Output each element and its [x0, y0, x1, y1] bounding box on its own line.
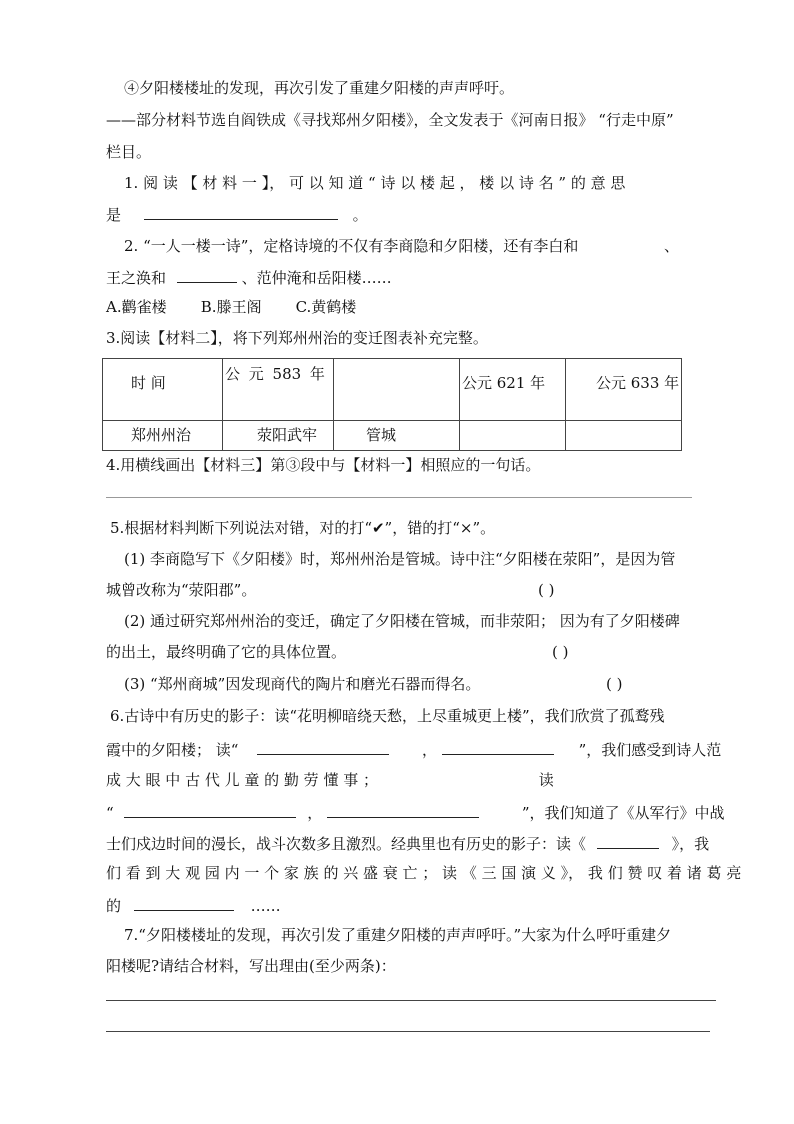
- table-cell: 公元 621 年: [460, 359, 566, 421]
- q1-answer-line: [106, 203, 368, 225]
- q6-line7: [106, 894, 281, 916]
- table-cell-blank[interactable]: [334, 359, 460, 421]
- q2-line2-a: 王之涣和: [106, 269, 167, 287]
- q6-line7-b: ……: [250, 897, 281, 915]
- q6-line4: [106, 801, 724, 823]
- q6-line2-b: ，: [422, 741, 438, 759]
- q6-line1: 6.古诗中有历史的影子：读“花明柳暗绕天愁，上尽重城更上楼”，我们欣赏了孤鹜残: [110, 707, 665, 725]
- q2-option-c[interactable]: C.黄鹤楼: [295, 298, 357, 316]
- q2-option-a[interactable]: A.鹳雀楼: [106, 298, 167, 316]
- q7-answer-line-1[interactable]: [106, 1000, 716, 1001]
- q5-item3-answer-paren[interactable]: ( ): [606, 675, 623, 693]
- q1-prefix: 是: [106, 206, 122, 224]
- q7-line2: 阳楼呢?请结合材料，写出理由(至少两条)：: [106, 957, 396, 975]
- passage-paragraph-4: ④夕阳楼楼址的发现，再次引发了重建夕阳楼的声声呼吁。: [124, 79, 515, 97]
- q6-line2-a: 霞中的夕阳楼； 读“: [106, 741, 239, 759]
- q3-text: 3.阅读【材料二】，将下列郑州州治的变迁图表补充完整。: [106, 329, 488, 347]
- q6-blank5[interactable]: [597, 832, 659, 849]
- q6-blank4[interactable]: [327, 801, 479, 818]
- q2-line1: [124, 235, 679, 256]
- table-row-seat: [103, 421, 682, 451]
- q5-item2-line1: (2) 通过研究郑州州治的变迁，确定了夕阳楼在管城，而非荥阳； 因为有了夕阳楼碑: [124, 612, 680, 630]
- zhengzhou-seat-table: [102, 358, 682, 451]
- table-cell: 郑州州治: [103, 421, 223, 451]
- q6-line5: [106, 832, 709, 854]
- q1-blank[interactable]: [144, 203, 338, 220]
- q5-item2-answer-paren[interactable]: ( ): [552, 643, 569, 661]
- q6-line4-c: ”，我们知道了《从军行》中战: [521, 804, 725, 822]
- q6-line3: [106, 770, 554, 790]
- q6-line3-tail: 读: [538, 771, 554, 789]
- q5-item2-line2: 的出土，最终明确了它的具体位置。: [106, 643, 347, 661]
- q7-answer-line-2[interactable]: [106, 1031, 710, 1032]
- q5-item1-answer-paren[interactable]: ( ): [538, 581, 555, 599]
- source-note-line1: ——部分材料节选自阎铁成《寻找郑州夕阳楼》，全文发表于《河南日报》 “行走中原”: [106, 111, 674, 129]
- q2-blank2[interactable]: [177, 266, 237, 283]
- q2-option-b[interactable]: B.滕王阁: [200, 298, 262, 316]
- q1-suffix: 。: [352, 206, 368, 224]
- q6-blank1[interactable]: [257, 738, 389, 755]
- q6-line3-text: 成 大 眼 中 古 代 儿 童 的 勤 劳 懂 事 ；: [106, 771, 378, 789]
- q6-line4-a: “: [106, 804, 114, 822]
- q5-item1-line2: 城曾改称为“荥阳郡”。: [106, 581, 257, 599]
- q2-line2-b: 、范仲淹和岳阳楼……: [241, 269, 392, 287]
- table-cell: 公 元 583 年: [223, 359, 334, 421]
- q2-options: [106, 297, 356, 317]
- q5-text: 5.根据材料判断下列说法对错，对的打“✔”，错的打“×”。: [110, 519, 496, 537]
- q6-line7-a: 的: [106, 897, 122, 915]
- q6-line4-b: ，: [307, 804, 323, 822]
- q2-line1-text: 2. “一人一楼一诗”，定格诗境的不仅有李商隐和夕阳楼，还有李白和: [124, 237, 579, 255]
- q6-blank3[interactable]: [124, 801, 296, 818]
- table-cell: 公元 633 年: [566, 359, 682, 421]
- q7-line1: 7.“夕阳楼楼址的发现，再次引发了重建夕阳楼的声声呼吁。”大家为什么呼吁重建夕: [124, 926, 672, 944]
- table-row-time: [103, 359, 682, 421]
- q6-line5-a: 士们戍边时间的漫长，战斗次数多且激烈。经典里也有历史的影子：读《: [106, 835, 587, 853]
- q6-blank2[interactable]: [442, 738, 554, 755]
- source-note-line2: 栏目。: [106, 143, 152, 161]
- q1-text: 1. 阅 读 【 材 料 一 】， 可 以 知 道 “ 诗 以 楼 起 ， 楼 以 诗 名 ” 的 意 思: [124, 174, 626, 192]
- q6-line6: 们 看 到 大 观 园 内 一 个 家 族 的 兴 盛 衰 亡 ； 读 《 三 国 演 义 》， 我 们 赞 叹 着 诸 葛 亮: [106, 864, 742, 882]
- table-cell-blank[interactable]: [460, 421, 566, 451]
- q6-line2: [106, 738, 721, 760]
- q4-answer-line[interactable]: [106, 497, 692, 498]
- q5-item3-line1: (3) “郑州商城”因发现商代的陶片和磨光石器而得名。: [124, 675, 481, 693]
- q4-text: 4.用横线画出【材料三】第③段中与【材料一】相照应的一句话。: [106, 456, 541, 474]
- q2-line2: [106, 266, 392, 288]
- table-cell: 管城: [334, 421, 460, 451]
- q2-line1-tail: 、: [663, 237, 679, 255]
- q6-line5-b: 》，我: [671, 835, 710, 853]
- q6-blank6[interactable]: [134, 894, 234, 911]
- table-cell: 荥阳武牢: [223, 421, 334, 451]
- table-cell: 时 间: [103, 359, 223, 421]
- q6-line2-c: ”，我们感受到诗人范: [578, 741, 722, 759]
- q2-blank1[interactable]: [583, 235, 659, 251]
- table-cell-blank[interactable]: [566, 421, 682, 451]
- q5-item1-line1: (1) 李商隐写下《夕阳楼》时，郑州州治是管城。诗中注“夕阳楼在荥阳”，是因为管: [124, 550, 676, 568]
